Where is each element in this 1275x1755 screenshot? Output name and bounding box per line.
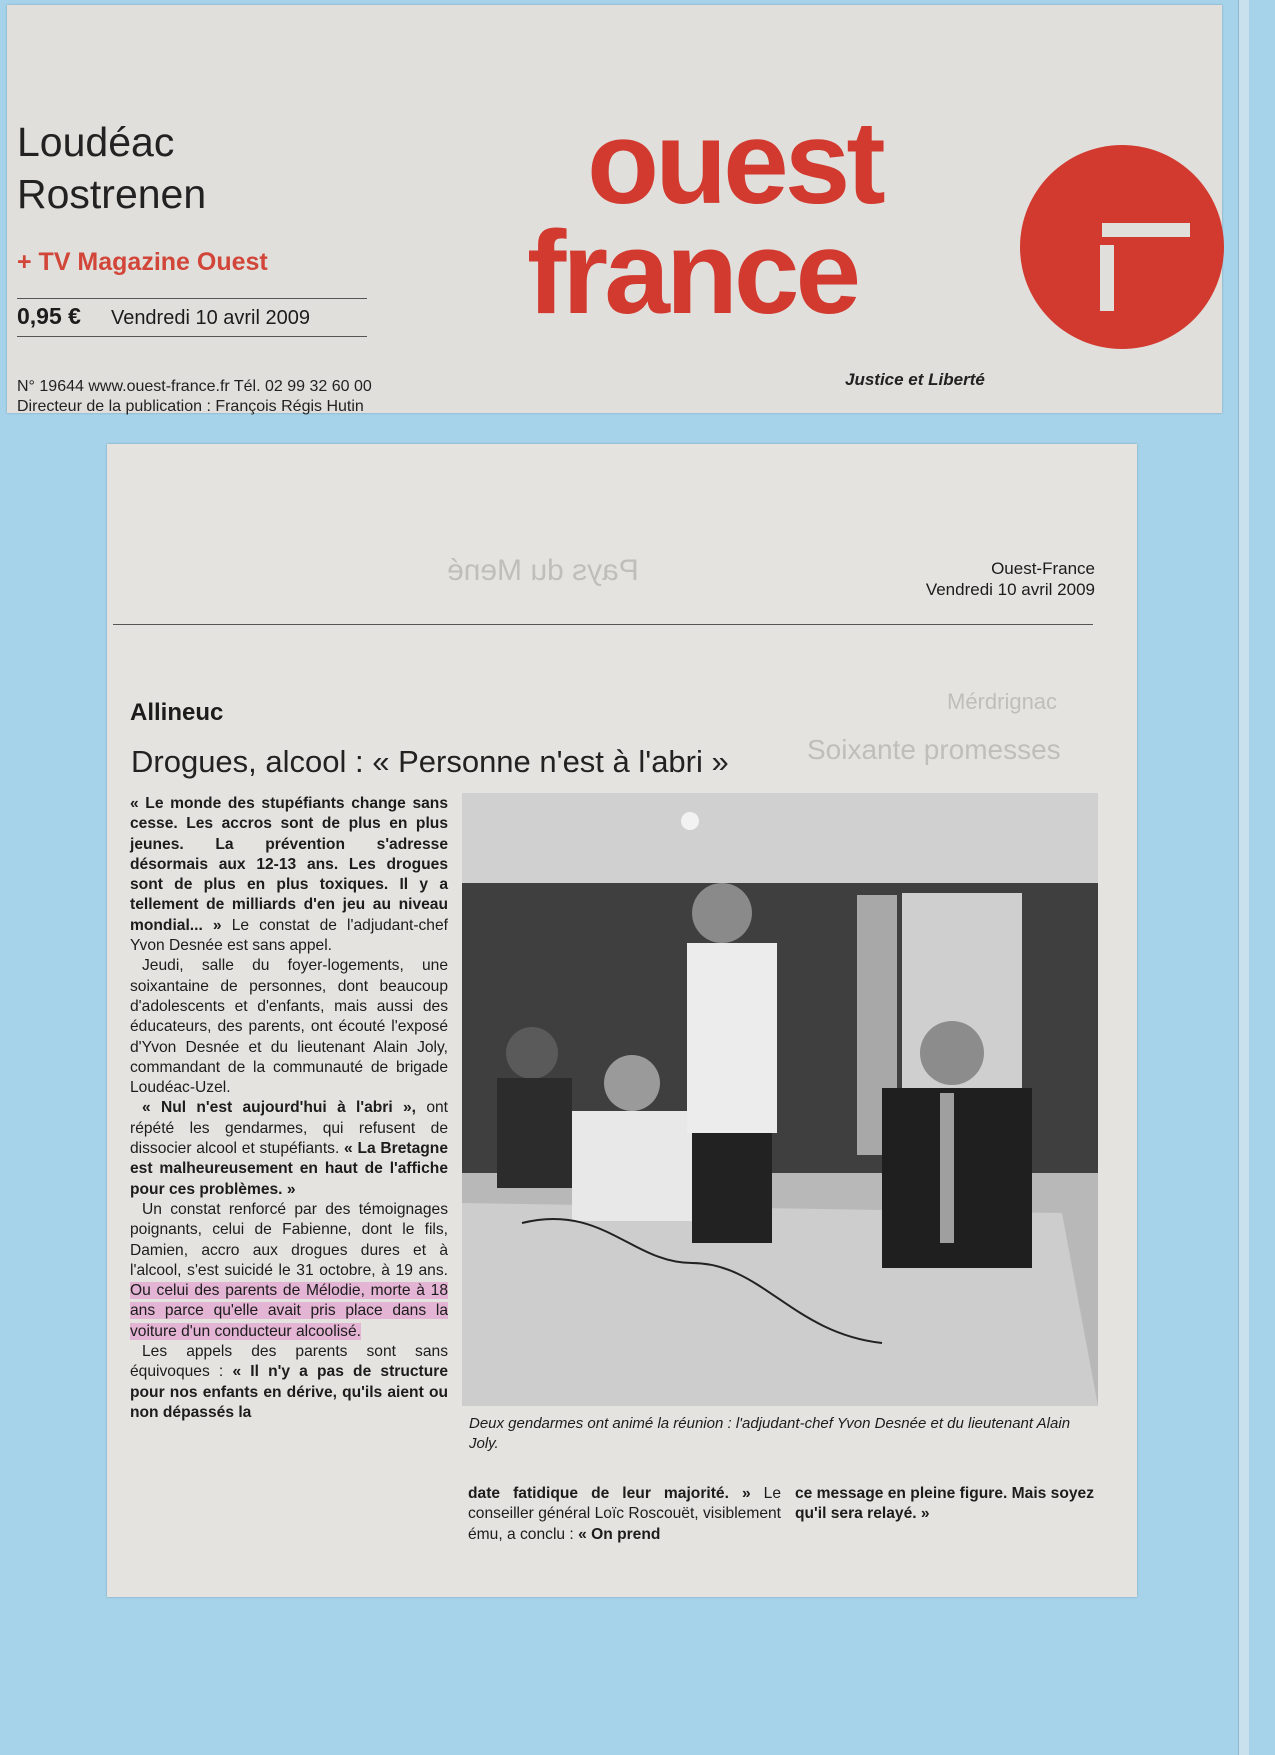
highlighted-text: Ou celui des parents de Mélodie, morte à 18 ans parce qu'elle avait pris place dans la voiture d'un conducteur alcoolisé. (130, 1282, 448, 1340)
article-paragraph: ce message en pleine figure. Mais soyez qu'il sera relayé. » (795, 1485, 1095, 1523)
photo-caption: Deux gendarmes ont animé la réunion : l'adjudant-chef Yvon Desnée et du lieutenant Alain Joly. (469, 1415, 1071, 1452)
price: 0,95 € (17, 303, 81, 329)
issue-info: N° 19644 www.ouest-france.fr Tél. 02 99 32 60 00 (17, 378, 372, 395)
issue-date: Vendredi 10 avril 2009 (110, 307, 310, 329)
article-column-right (795, 1484, 1095, 1525)
sleeve-edge (1238, 0, 1249, 1755)
article-paragraph: Les appels des parents sont sans équivoques : « Il n'y a pas de structure pour nos enfants en dérive, qu'ils aient ou non dépassés la (130, 1343, 448, 1421)
divider (113, 624, 1093, 625)
article-column-left (130, 794, 448, 1423)
article-photo (462, 793, 1098, 1406)
source-date: Vendredi 10 avril 2009 (925, 580, 1095, 599)
source-block (926, 558, 1095, 600)
article-headline: Drogues, alcool : « Personne n'est à l'abri » (131, 744, 729, 779)
article-column-middle (468, 1484, 781, 1545)
article-paragraph: « Nul n'est aujourd'hui à l'abri », ont répété les gendarmes, qui refusent de dissocier alcool et stupéfiants. « La Bretagne est malheureusement en haut de l'affiche pour ces problèmes. » (130, 1099, 449, 1198)
source-name: Ouest-France (991, 559, 1095, 578)
article-paragraph: Jeudi, salle du foyer-logements, une soixantaine de personnes, dont beaucoup d'adolescents et d'enfants, mais aussi des éducateurs, des parents, ont écouté l'exposé d'Yvon Desnée et du lieutenant Alain Joly, commandant de la communauté de brigade Loudéac-Uzel. (130, 957, 448, 1097)
publication-director: Directeur de la publication : François Régis Hutin (17, 398, 364, 415)
article-paragraph: date fatidique de leur majorité. » Le conseiller général Loïc Roscouët, visiblement ému, a conclu : « On prend (468, 1485, 781, 1543)
logo-wordmark-ouest: ouest (587, 97, 882, 229)
price-date-row (17, 298, 367, 337)
newspaper-motto: Justice et Liberté (845, 370, 985, 389)
edition-name: Rostrenen (17, 171, 207, 217)
supplement-label: + TV Magazine Ouest (17, 248, 268, 276)
edition-name: Loudéac (17, 119, 175, 165)
locality-heading: Allineuc (130, 699, 224, 726)
logo-badge-icon (1020, 145, 1224, 349)
article-paragraph: Un constat renforcé par des témoignages poignants, celui de Fabienne, dont le fils, Damien, accro aux drogues dures et à l'alcool, s'est suicidé le 31 octobre, à 19 ans. Ou celui des parents de Mélodie, morte à 18 ans parce qu'elle avait pris place dans la voiture d'un conducteur alcoolisé. (130, 1200, 448, 1340)
article-paragraph: « Le monde des stupéfiants change sans cesse. Les accros sont de plus en plus jeunes. La prévention s'adresse désormais aux 12-13 ans. Les drogues sont de plus en plus toxiques. Il y a tellement de milliards d'en jeu au niveau mondial... » Le constat de l'adjudant-chef Yvon Desnée est sans appel. (130, 795, 448, 955)
article-clipping: Pays du Mené Mérdrignac Soixante promesses Ouest-France Vendredi 10 avril 2009 Allineuc Drogues, alcool : « Personne n'est à l'abri » « Le monde des stupéfiants change sans cesse. Les accros sont de plus en plus jeunes. La prévention s'adresse désormais aux 12-13 ans. Les drogues sont de plus en plus toxiques. Il y a tellement de milliards d'en jeu au niveau mondial... » Le constat de l'adjudant-chef Yvon Desnée est sans appel. Jeudi, salle du foyer-logements, une soixantaine de personnes, dont beaucoup d'adolescents et d'enfants, mais aussi des éducateurs, des parents, ont écouté l'exposé d'Yvon Desnée et du lieutenant Alain Joly, commandant de la communauté de brigade Loudéac-Uzel. « Nul n'est aujourd'hui à l'abri », ont répété les gendarmes, qui refusent de dissocier alcool et stupéfiants. « La Bretagne est malheureusement en haut de l'affiche pour ces problèmes. » Un constat renforcé par des témoignages poignants, celui de Fabienne, dont le fils, Damien, accro aux drogues dures et à l'alcool, s'est suicidé le 31 octobre, à 19 ans. Ou celui des parents de Mélodie, morte à 18 ans parce qu'elle avait pris place dans la voiture d'un conducteur alcoolisé. Les appels des parents sont sans équivoques : « Il n'y a pas de structure pour nos enfants en dérive, qu'ils aient ou non dépassés la Deux gendarmes ont animé la réunion : l'adjudant-chef Yvon Desnée et du lieutenant Alain Joly. date fatidique de leur majorité. » Le conseiller général Loïc Roscouët, visiblement ému, a conclu : « On prend ce message en pleine figure. Mais soyez qu'il sera relayé. » (107, 444, 1137, 1597)
masthead-clipping (7, 5, 1222, 413)
logo-wordmark-france: france (527, 207, 858, 339)
